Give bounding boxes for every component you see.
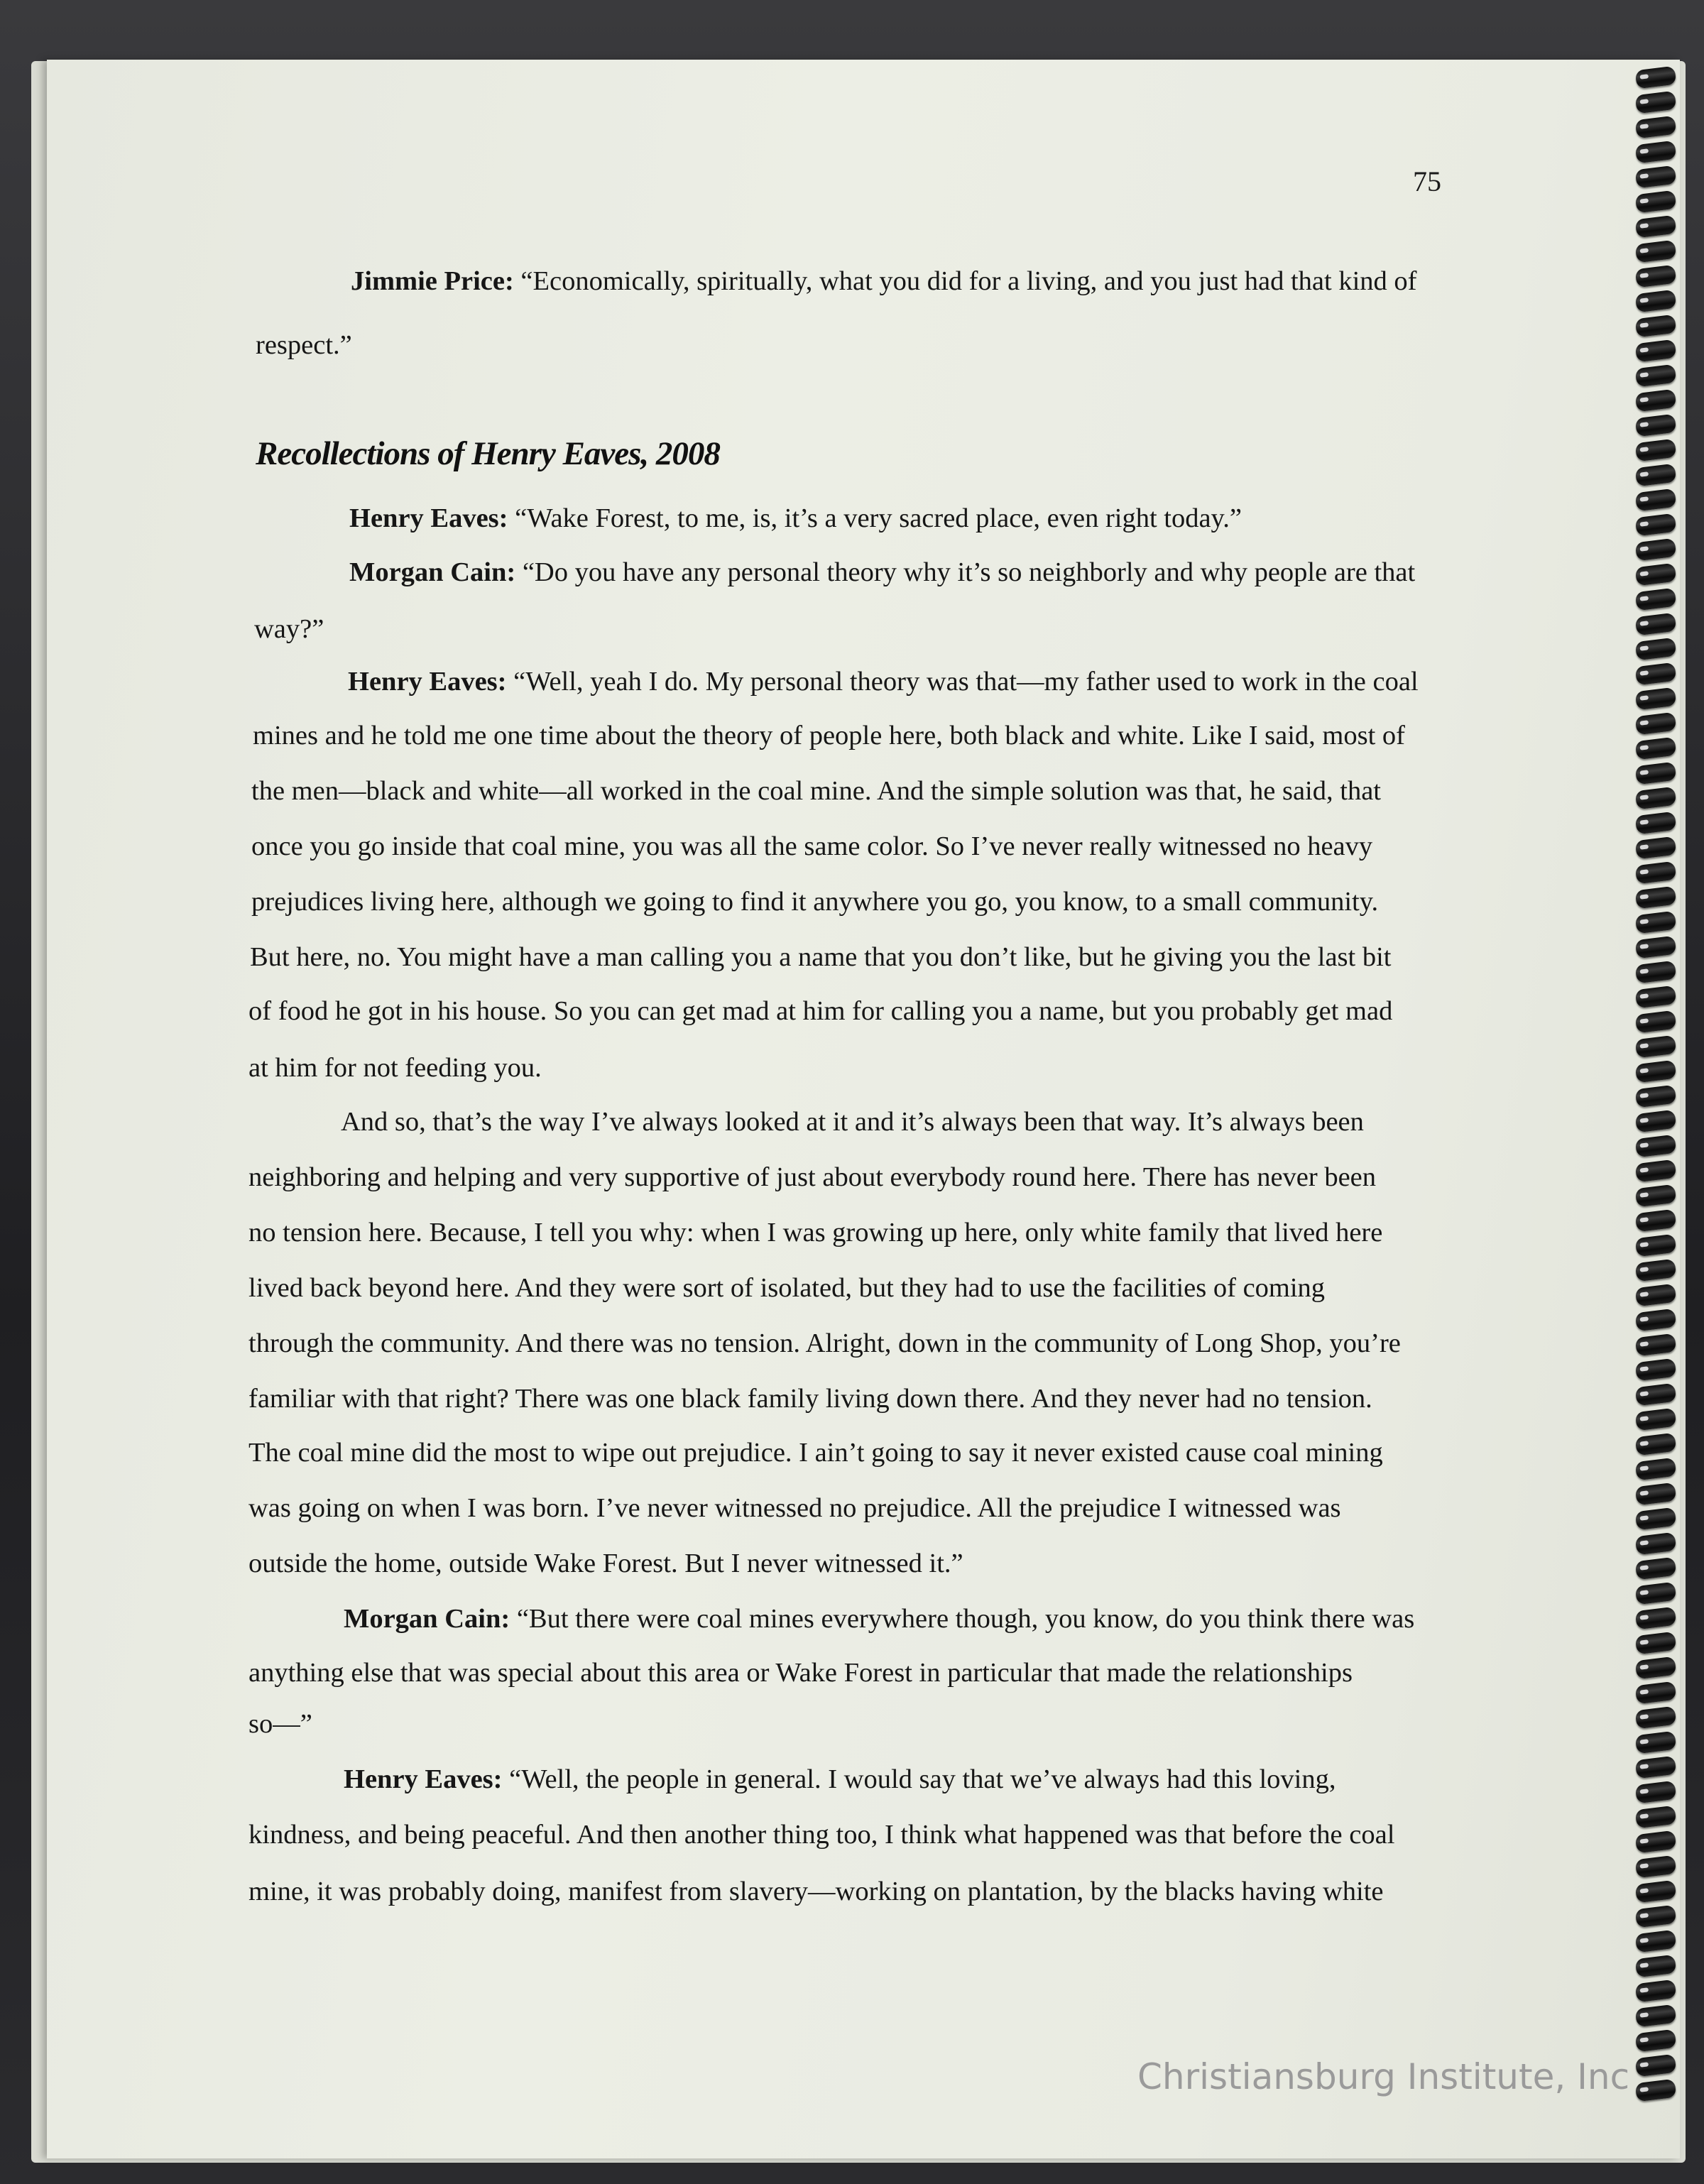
text-line: at him for not feeding you. — [248, 1053, 542, 1083]
speaker-label: Henry Eaves: — [348, 667, 507, 697]
text-line: neighboring and helping and very supportive of just about everybody round here. There has never been — [248, 1162, 1377, 1192]
speaker-label: Henry Eaves: — [344, 1764, 503, 1794]
text-line: through the community. And there was no tension. Alright, down in the community of Long Shop, you’re — [248, 1328, 1401, 1358]
text-line: anything else that was special about this area or Wake Forest in particular that made the relationships — [248, 1658, 1353, 1688]
text-line: Jimmie Price: “Economically, spiritually, what you did for a living, and you just had that kind of — [351, 266, 1417, 296]
text-line: once you go inside that coal mine, you was all the same color. So I’ve never really witnessed no heavy — [251, 831, 1373, 861]
text-line: mines and he told me one time about the theory of people here, both black and white. Like I said, most of — [253, 721, 1405, 750]
text-line: And so, that’s the way I’ve always looked at it and it’s always been that way. It’s always been — [341, 1107, 1364, 1137]
speaker-label: Henry Eaves: — [349, 503, 508, 533]
watermark: Christiansburg Institute, Inc — [1137, 2056, 1630, 2097]
text-line: Morgan Cain: “But there were coal mines everywhere though, you know, do you think there was — [344, 1604, 1415, 1634]
text-line: so—” — [248, 1709, 312, 1739]
text-line: mine, it was probably doing, manifest from slavery—working on plantation, by the blacks having white — [248, 1877, 1384, 1906]
text-line: lived back beyond here. And they were sort of isolated, but they had to use the facilities of coming — [248, 1273, 1326, 1303]
speaker-label: Morgan Cain: — [344, 1604, 510, 1634]
text-line: the men—black and white—all worked in the coal mine. And the simple solution was that, he said, that — [251, 776, 1381, 806]
section-heading: Recollections of Henry Eaves, 2008 — [256, 435, 720, 472]
text-line: The coal mine did the most to wipe out prejudice. I ain’t going to say it never existed cause coal mining — [248, 1438, 1383, 1468]
page-number: 75 — [1413, 165, 1441, 197]
text-line: But here, no. You might have a man calling you a name that you don’t like, but he giving you the last bit — [250, 942, 1392, 972]
text-line: no tension here. Because, I tell you why: when I was growing up here, only white family that lived here — [248, 1218, 1383, 1247]
text-line: way?” — [254, 614, 324, 644]
text-line: respect.” — [256, 330, 352, 360]
text-line: prejudices living here, although we going to find it anywhere you go, you know, to a small community. — [251, 887, 1379, 917]
text-line: outside the home, outside Wake Forest. But I never witnessed it.” — [248, 1549, 963, 1578]
speaker-label: Jimmie Price: — [351, 266, 514, 296]
text-line: of food he got in his house. So you can get mad at him for calling you a name, but you probably get mad — [248, 996, 1393, 1026]
text-line: was going on when I was born. I’ve never witnessed no prejudice. All the prejudice I witnessed was — [248, 1493, 1341, 1523]
speaker-label: Morgan Cain: — [349, 557, 516, 587]
text-line: Morgan Cain: “Do you have any personal theory why it’s so neighborly and why people are that — [349, 557, 1416, 587]
text-line: Henry Eaves: “Well, yeah I do. My personal theory was that—my father used to work in the coal — [348, 667, 1419, 697]
text-line: kindness, and being peaceful. And then another thing too, I think what happened was that before the coal — [248, 1820, 1395, 1850]
text-line: familiar with that right? There was one black family living down there. And they never had no tension. — [248, 1384, 1372, 1414]
text-line: Henry Eaves: “Wake Forest, to me, is, it’s a very sacred place, even right today.” — [349, 503, 1242, 533]
text-line: Henry Eaves: “Well, the people in general. I would say that we’ve always had this loving, — [344, 1764, 1336, 1794]
